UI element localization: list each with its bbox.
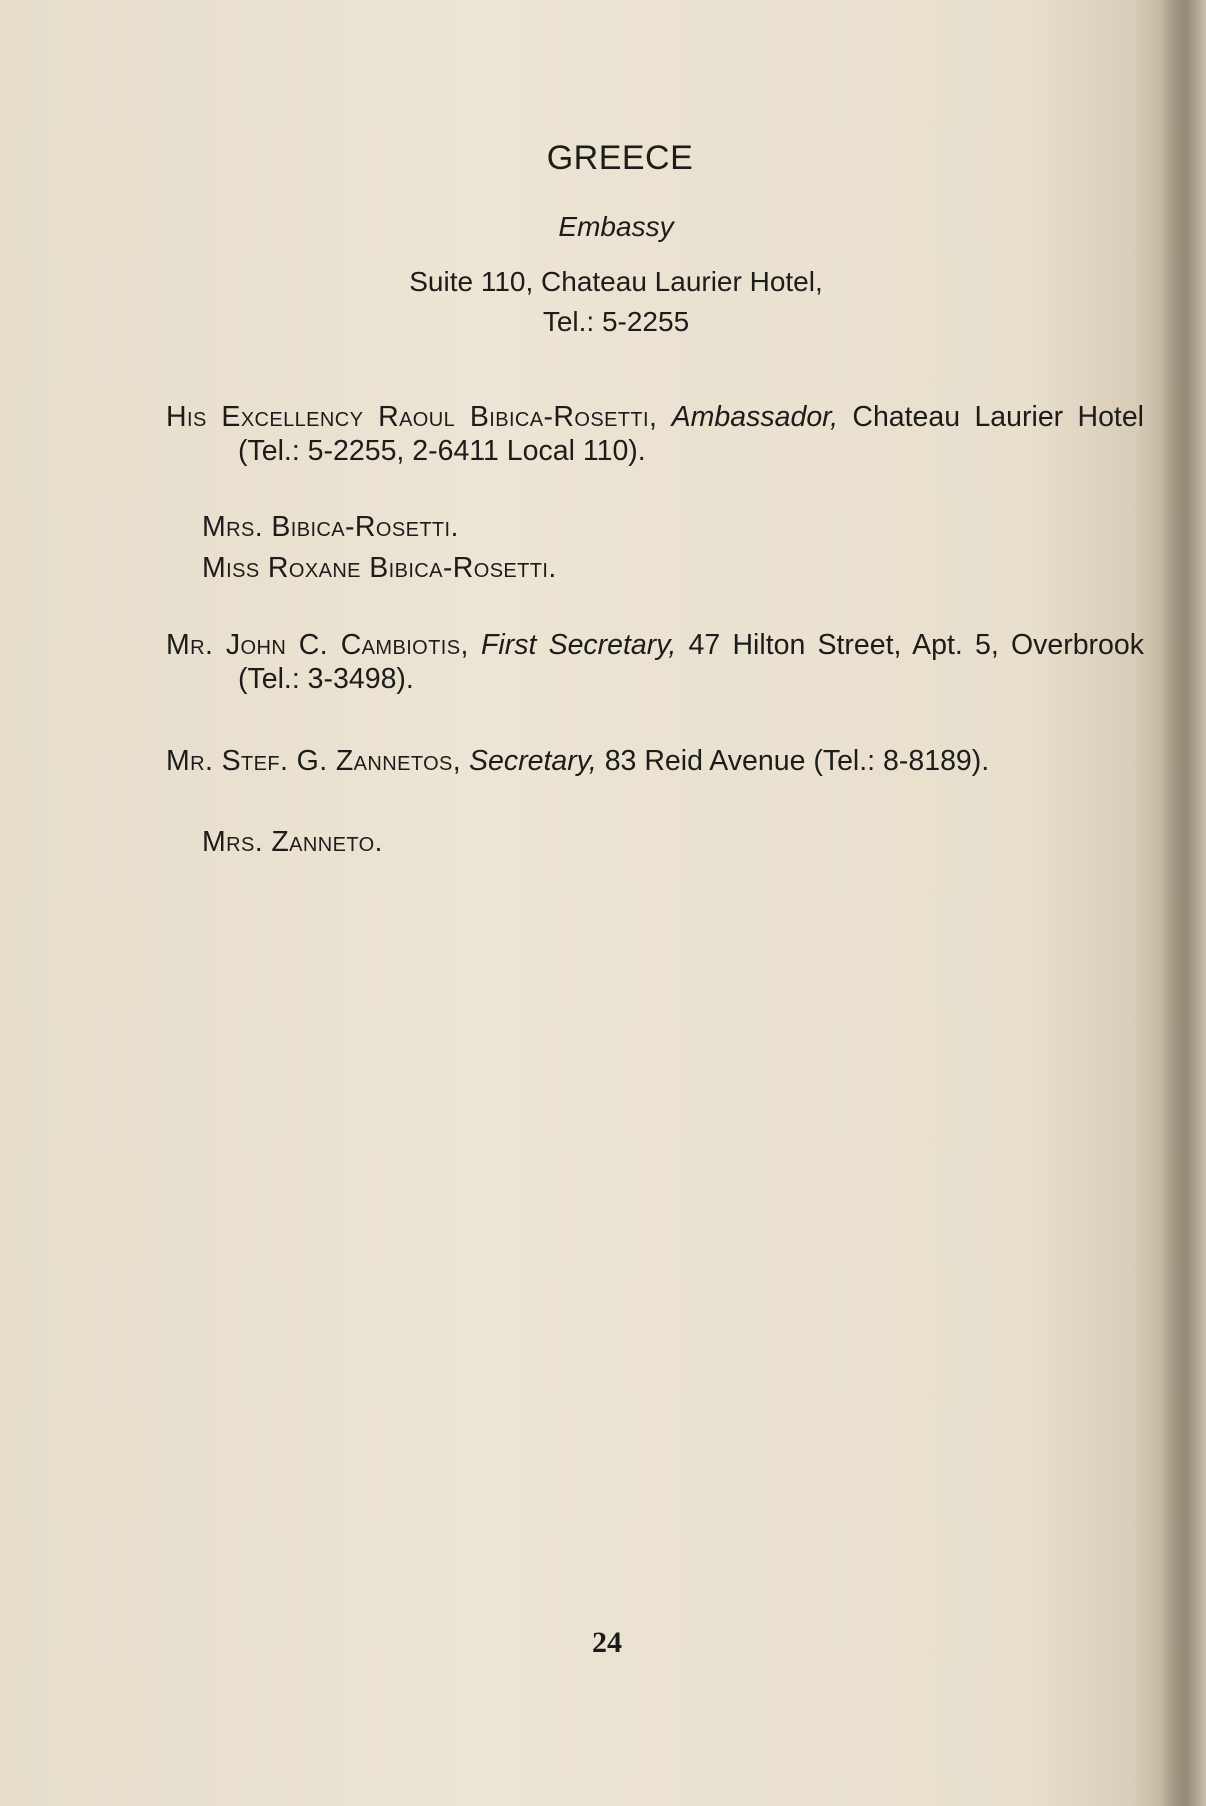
entry-details: 47 Hilton Street, Apt. 5, Overbrook (Tel.: 3-3498). [238,629,1145,695]
entry-title: Ambassador, [671,401,839,433]
entry-first-secretary [166,628,1144,696]
entry-name: Mr. Stef. G. Zannetos, [166,745,462,777]
entry-details: Chateau Laurier Hotel (Tel.: 5-2255, 2-6411 Local 110). [238,401,1145,467]
entry-ambassador [166,400,1144,468]
entry-secretary [166,744,1144,778]
entry-name: His Excellency Raoul Bibica-Rosetti, [166,401,658,433]
entry-title: First Secretary, [480,629,677,661]
entry-name: Mr. John C. Cambiotis, [166,629,469,661]
mission-type: Embassy [558,211,674,242]
embassy-address [0,262,1206,342]
family-miss-roxane-bibica-rosetti: Miss Roxane Bibica-Rosetti. [202,552,557,584]
entry-title: Secretary, [469,745,597,777]
address-line-2: Tel.: 5-2255 [542,306,690,337]
address-line-1: Suite 110, Chateau Laurier Hotel, [409,266,823,297]
spouse-mrs-bibica-rosetti: Mrs. Bibica-Rosetti. [202,511,459,543]
country-heading: GREECE [546,139,694,177]
spouse-mrs-zanneto: Mrs. Zanneto. [202,826,383,858]
page-number: 24 [592,1626,622,1659]
entry-details: 83 Reid Avenue (Tel.: 8-8189). [604,745,990,777]
